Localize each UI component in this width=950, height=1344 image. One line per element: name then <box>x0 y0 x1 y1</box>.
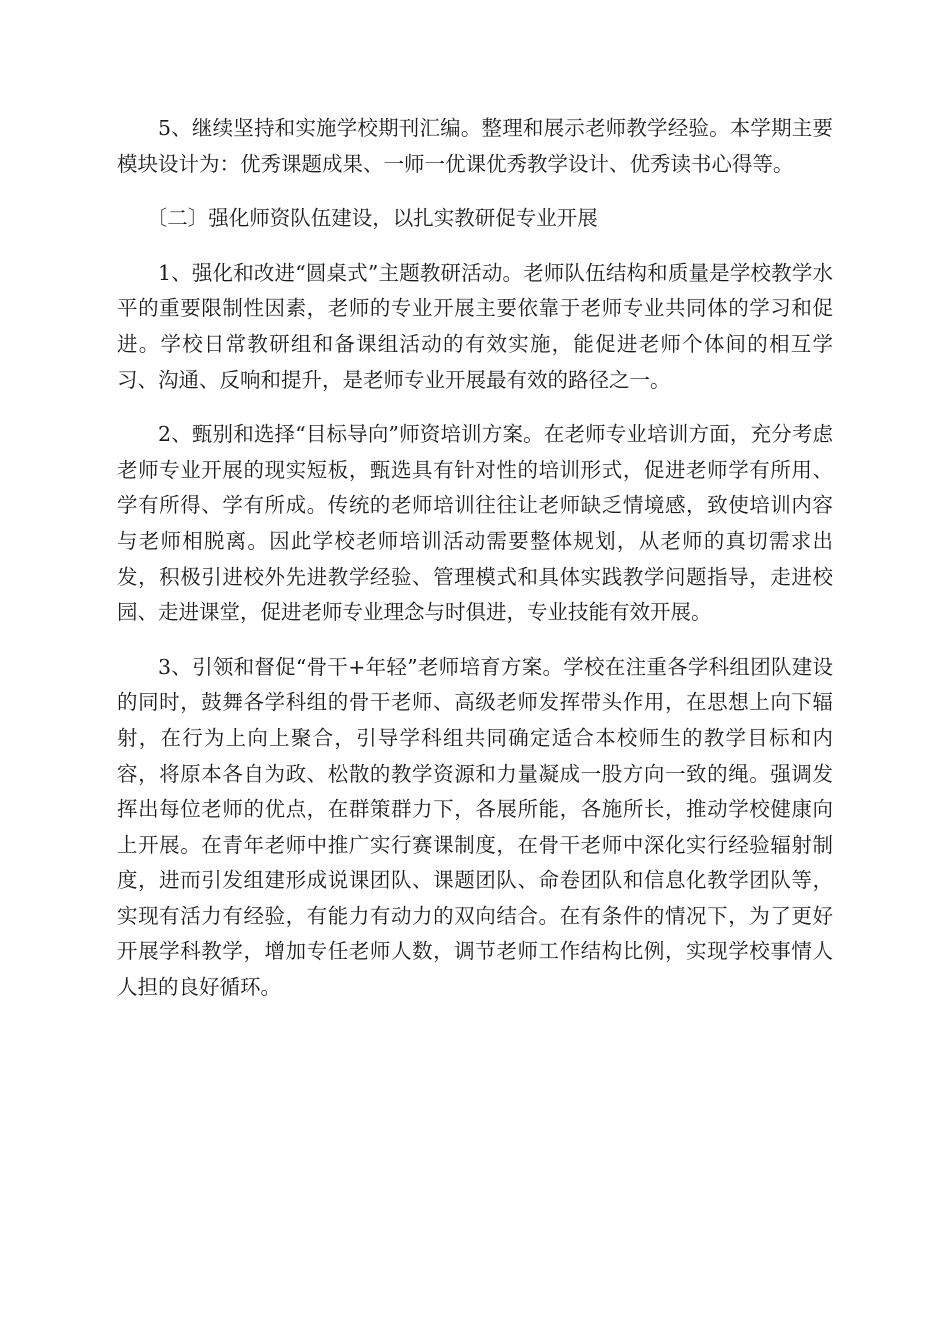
paragraph-item-5: 5、继续坚持和实施学校期刊汇编。整理和展示老师教学经验。本学期主要模块设计为：优秀课题成果、一师一优课优秀教学设计、优秀读书心得等。 <box>117 116 833 176</box>
paragraph-item-2: 2、甄别和选择“目标导向”师资培训方案。在老师专业培训方面，充分考虑老师专业开展的现实短板，甄选具有针对性的培训形式，促进老师学有所用、学有所得、学有所成。传统的老师培训往往让老师缺乏情境感，致使培训内容与老师相脱离。因此学校老师培训活动需要整体规划，从老师的真切需求出发，积极引进校外先进教学经验、管理模式和具体实践教学问题指导，走进校园、走进课堂，促进老师专业理念与时俱进，专业技能有效开展。 <box>117 422 833 625</box>
section-heading: 〔二〕强化师资队伍建设，以扎实教研促专业开展 <box>146 206 598 231</box>
paragraph-item-3: 3、引领和督促“骨干+年轻”老师培育方案。学校在注重各学科组团队建设的同时，鼓舞各学科组的骨干老师、高级老师发挥带头作用，在思想上向下辐射，在行为上向上聚合，引导学科组共同确定适合本校师生的教学目标和内容，将原本各自为政、松散的教学资源和力量凝成一股方向一致的绳。强调发挥出每位老师的优点，在群策群力下，各展所能，各施所长，推动学校健康向上开展。在青年老师中推广实行赛课制度，在骨干老师中深化实行经验辐射制度，进而引发组建形成说课团队、课题团队、命卷团队和信息化教学团队等，实现有活力有经验，有能力有动力的双向结合。在有条件的情况下，为了更好开展学科教学，增加专任老师人数，调节老师工作结构比例，实现学校事情人人担的良好循环。 <box>117 654 833 1000</box>
document-body <box>117 111 833 1006</box>
paragraph-item-1: 1、强化和改进“圆桌式”主题教研活动。老师队伍结构和质量是学校教学水平的重要限制性因素，老师的专业开展主要依靠于老师专业共同体的学习和促进。学校日常教研组和备课组活动的有效实施，能促进老师个体间的相互学习、沟通、反响和提升，是老师专业开展最有效的路径之一。 <box>117 260 833 392</box>
